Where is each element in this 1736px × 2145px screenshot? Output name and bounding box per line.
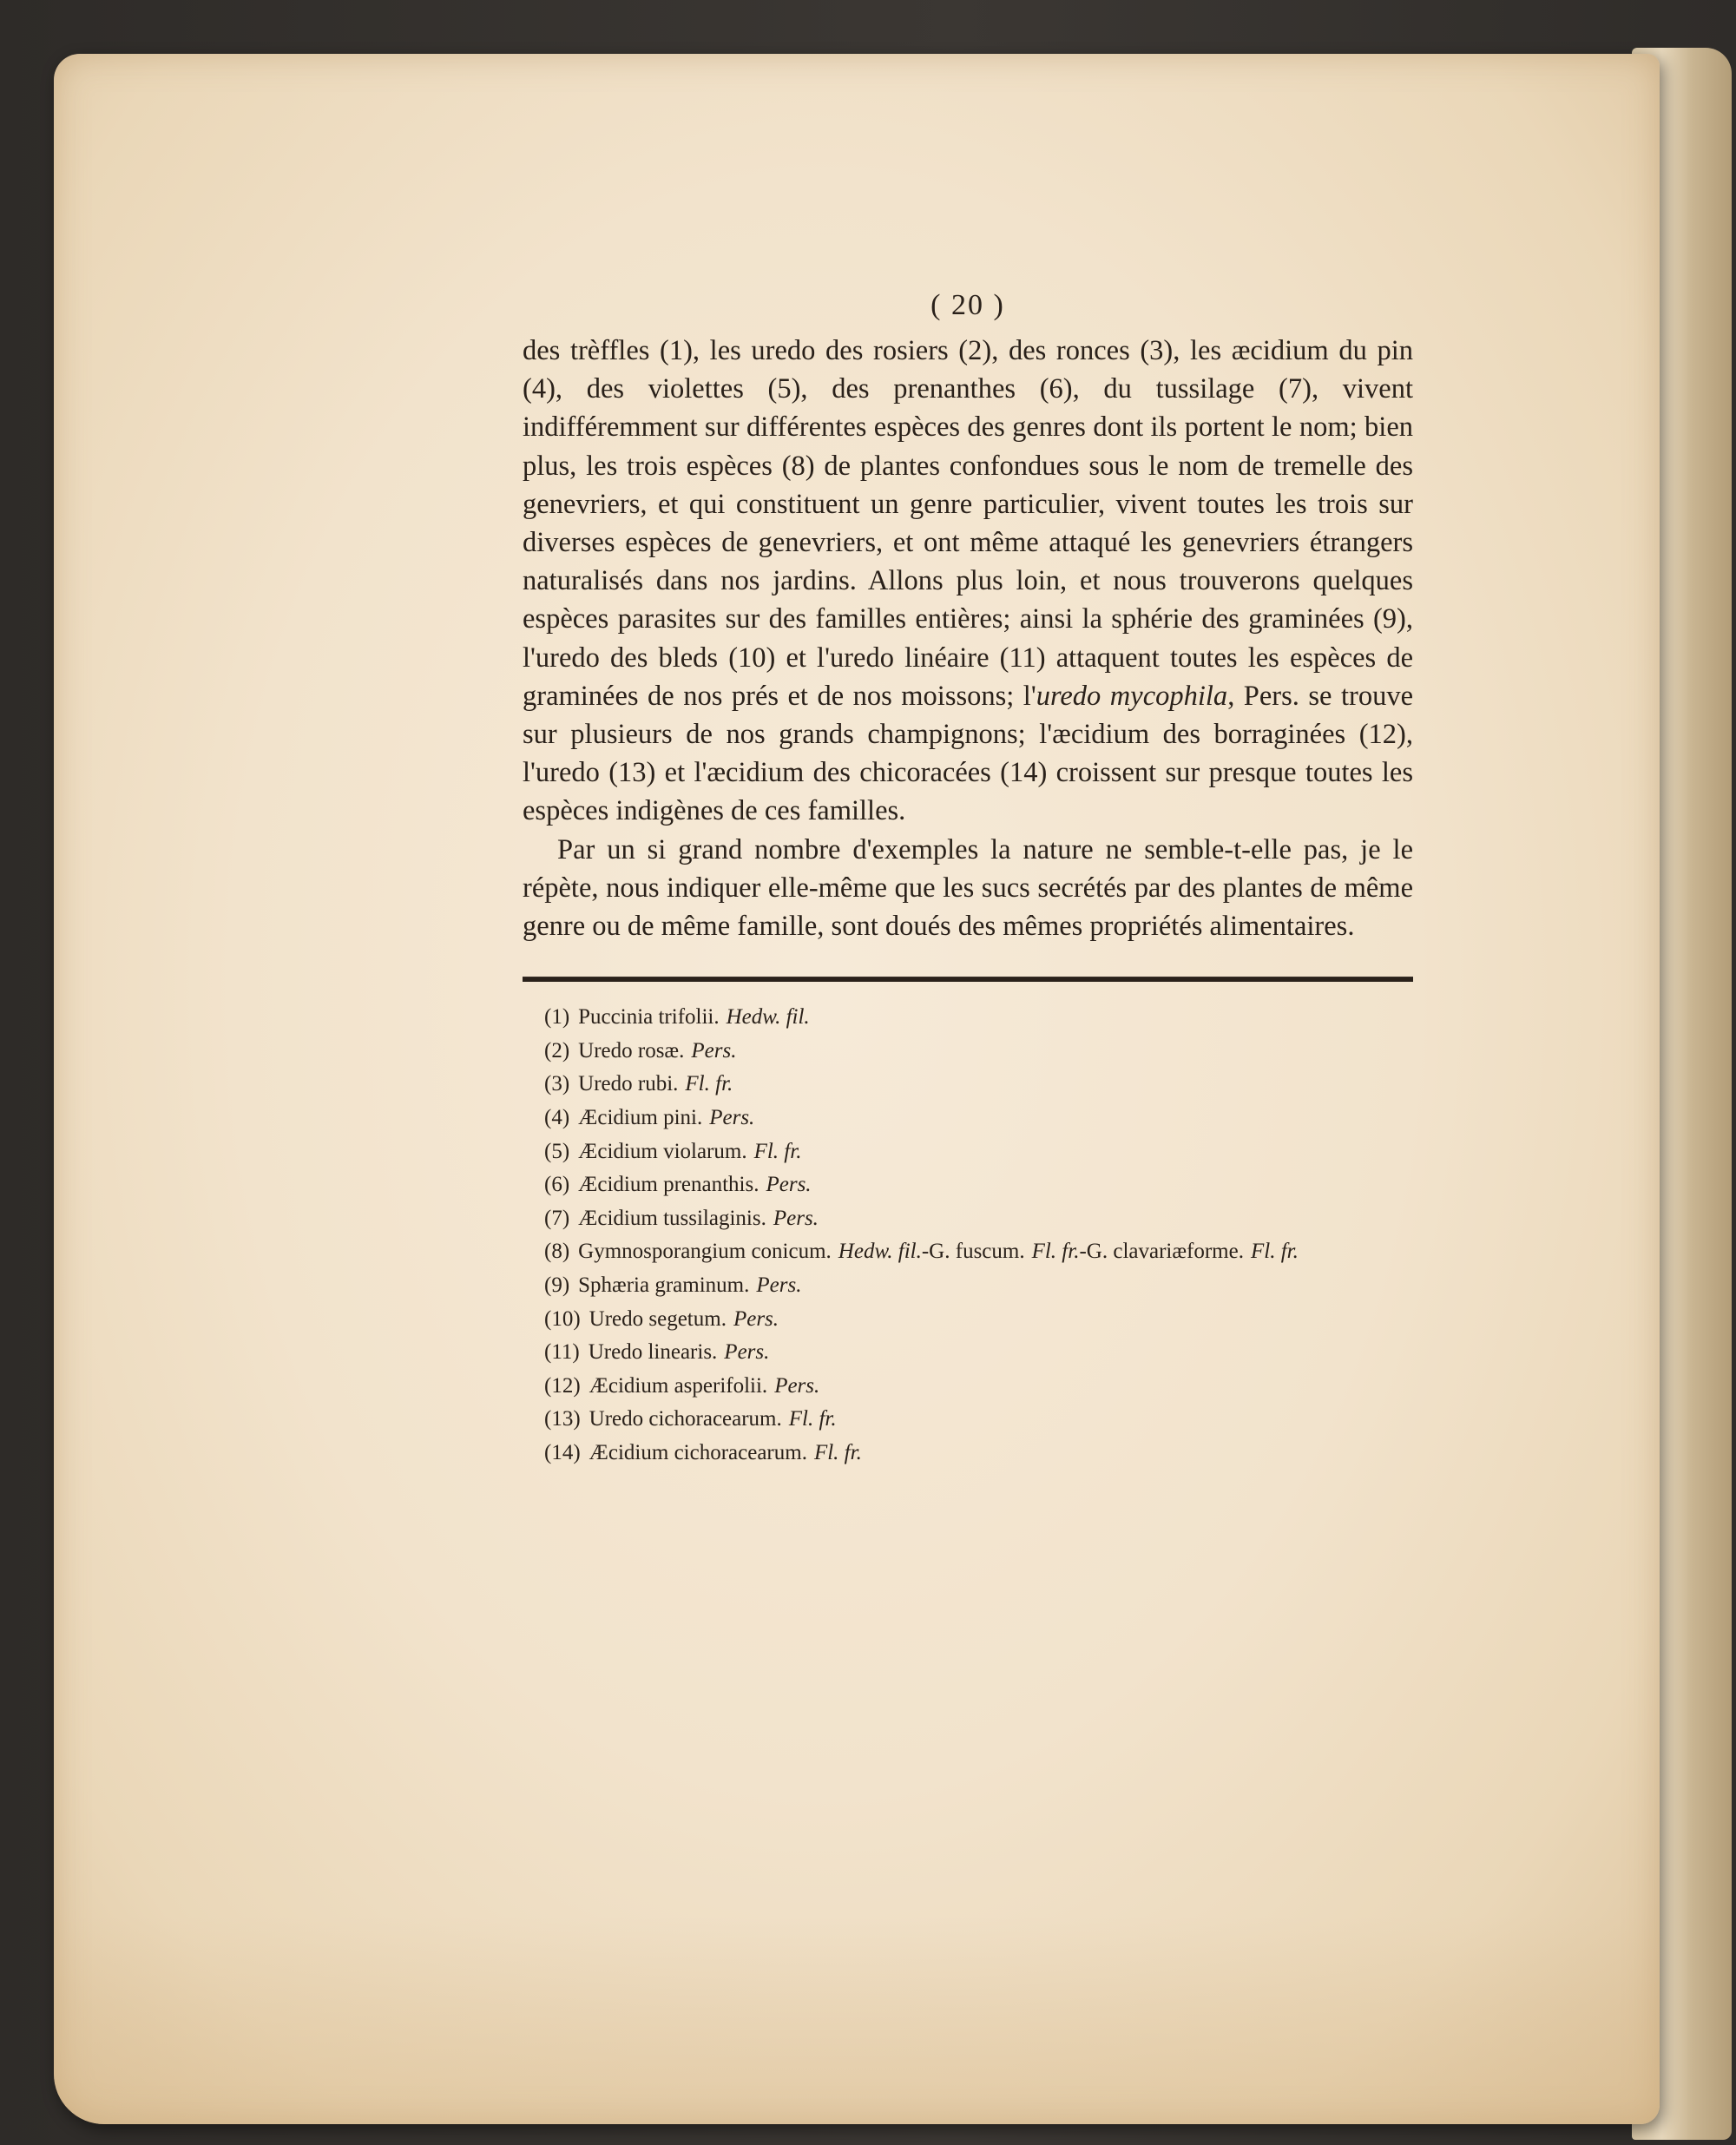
footnote-text: Uredo linearis. [588, 1340, 718, 1365]
footnote [523, 1001, 1413, 1035]
footnote-authority: Pers. [709, 1106, 755, 1130]
footnote-ref: (11) [544, 1340, 580, 1365]
footnote-ref: (13) [544, 1407, 581, 1431]
footnote-ref: (12) [544, 1373, 581, 1398]
footnote-text: Æcidium tussilaginis. [578, 1206, 766, 1230]
footnote-authority: Fl. fr. [788, 1407, 837, 1431]
footnote-ref: (10) [544, 1306, 581, 1331]
footnote-text: Æcidium asperifolii. [589, 1373, 768, 1398]
footnote-authority: Hedw. fil. [726, 1005, 810, 1030]
footnote-authority: Fl. fr. [753, 1139, 802, 1163]
paragraph-2: Par un si grand nombre d'exemples la nature ne semble-t-elle pas, je le répète, nous indiquer elle-même que les sucs secrétés par des plantes de même genre ou de même famille, sont doués des mêmes propriétés alimentaires. [523, 833, 1413, 943]
footnote-text: Sphæria graminum. [578, 1273, 750, 1297]
footnote [523, 1202, 1413, 1236]
footnote [523, 1135, 1413, 1169]
footnote-ref: (2) [544, 1038, 570, 1063]
footnote [523, 1437, 1413, 1471]
footnote-text: Æcidium prenanthis. [578, 1173, 760, 1197]
footnote-authority-2: Fl. fr. [1031, 1240, 1080, 1264]
footnote-text-3: -G. clavariæforme. [1079, 1240, 1244, 1264]
footnote-ref: (6) [544, 1173, 570, 1197]
footnote-ref: (8) [544, 1240, 570, 1264]
footnote-authority: Fl. fr. [685, 1072, 733, 1096]
footnote-text: Æcidium violarum. [578, 1139, 747, 1163]
footnote-authority: Pers. [774, 1373, 820, 1398]
footnote-authority: Pers. [724, 1340, 770, 1365]
footnote [523, 1102, 1413, 1135]
footnote [523, 1068, 1413, 1102]
footnote-authority: Pers. [733, 1306, 779, 1331]
page-number: ( 20 ) [930, 289, 1005, 321]
footnote-authority-3: Fl. fr. [1250, 1240, 1299, 1264]
footnote [523, 1269, 1413, 1303]
footnote [523, 1370, 1413, 1404]
footnote-rule [523, 977, 1413, 982]
footnote-authority: Pers. [691, 1038, 737, 1063]
footnote [523, 1303, 1413, 1337]
footnote-ref: (9) [544, 1273, 570, 1297]
footnote-text: Uredo segetum. [589, 1306, 727, 1331]
footnote-ref: (7) [544, 1206, 570, 1230]
footnote-text: Æcidium pini. [578, 1106, 703, 1130]
footnote-ref: (4) [544, 1106, 570, 1130]
footnote-text: Puccinia trifolii. [578, 1005, 720, 1030]
footnote-authority: Pers. [766, 1173, 812, 1197]
paragraph-1 [523, 332, 1413, 831]
footnote-text: Uredo rubi. [578, 1072, 679, 1096]
footnote-ref: (5) [544, 1139, 570, 1163]
footnote-ref: (3) [544, 1072, 570, 1096]
footnote-authority: Pers. [756, 1273, 802, 1297]
paragraph-1-italic: uredo mycophila [1036, 680, 1228, 712]
footnote-text: Uredo cichoracearum. [589, 1407, 782, 1431]
footnote [523, 1235, 1413, 1269]
footnote-authority: Hedw. fil. [838, 1240, 922, 1264]
footnote-authority: Fl. fr. [813, 1440, 862, 1464]
footnote-text: Gymnosporangium conicum. [578, 1240, 832, 1264]
paragraph-1-text-b: , Pers. se trouve sur plusieurs de nos grands champignons; l'æcidium des borraginées (12), l'uredo (13) et l'æcidium des chicoracées (14) croissent sur presque toutes les espèces indigènes de ces familles. [523, 680, 1413, 827]
footnote-text: Uredo rosæ. [578, 1038, 685, 1063]
text-block [523, 286, 1413, 1471]
footnote [523, 1336, 1413, 1370]
footnote-text: Æcidium cichoracearum. [589, 1440, 807, 1464]
footnote [523, 1168, 1413, 1202]
footnote-text-2: -G. fuscum. [921, 1240, 1025, 1264]
footnote-list [523, 1001, 1413, 1470]
footnote [523, 1035, 1413, 1069]
paragraph-1-text-a: des trèffles (1), les uredo des rosiers (2), des ronces (3), les æcidium du pin (4), des violettes (5), des prenanthes (6), du tussilage (7), vivent indifféremment sur différentes espèces des genres dont ils portent le nom; bien plus, les trois espèces (8) de plantes confondues sous le nom de tremelle des genevriers, et qui constituent un genre particulier, vivent toutes les trois sur diverses espèces de genevriers, et ont même attaqué les genevriers étrangers naturalisés dans nos jardins. Allons plus loin, et nous trouverons quelques espèces parasites sur des familles entières; ainsi la sphérie des graminées (9), l'uredo des bleds (10) et l'uredo linéaire (11) attaquent toutes les espèces de graminées de nos prés et de nos moissons; l' [523, 335, 1413, 712]
footnote [523, 1403, 1413, 1437]
footnote-ref: (14) [544, 1440, 581, 1464]
footnote-ref: (1) [544, 1005, 570, 1030]
footnote-authority: Pers. [773, 1206, 819, 1230]
